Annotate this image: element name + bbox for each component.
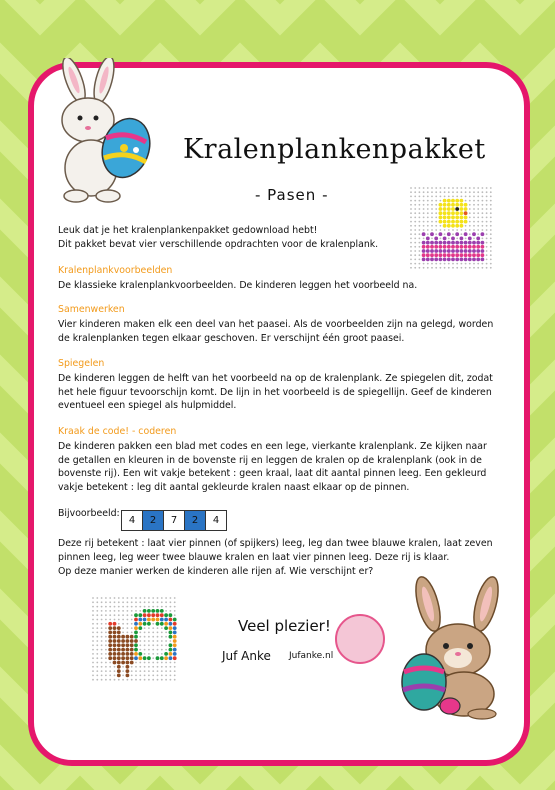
section-text: De klassieke kralenplankvoorbeelden. De kinderen leggen het voorbeeld na. bbox=[58, 280, 418, 291]
section-text: De kinderen pakken een blad met codes en een lege, vierkante kralenplank. Ze kijken naar de getallen en kleuren in de bovenste rij en leggen de kralen op de kralenplank (ook in de bovenste rij). Een wit vakje betekent : geen kraal, laat dit aantal pinnen leeg. Een gekleurd vakje betekent : leg dit aantal gekleurde kralen naast elkaar op de pinnen. bbox=[58, 441, 487, 493]
bunny-with-egg-illustration bbox=[46, 58, 158, 203]
code-cell: 2 bbox=[185, 511, 206, 530]
explanation-text: Deze rij betekent : laat vier pinnen (of spijkers) leeg, leg dan twee blauwe kralen, laat zeven pinnen leeg, leg weer twee blauwe kralen en laat vier pinnen leeg. Deze rij is klaar. bbox=[58, 538, 493, 563]
intro-line-1: Leuk dat je het kralenplankenpakket gedownload hebt! bbox=[58, 225, 318, 236]
bunny-holding-egg-illustration bbox=[398, 574, 516, 720]
code-cell: 7 bbox=[164, 511, 185, 530]
jufanke-logo bbox=[335, 614, 385, 664]
section-heading: Kraak de code! - coderen bbox=[58, 426, 177, 437]
closing-text: Op deze manier werken de kinderen alle rijen af. Wie verschijnt er? bbox=[58, 566, 374, 577]
page-title: Kralenplankenpakket bbox=[183, 134, 486, 165]
rooster-pegboard-image bbox=[91, 596, 179, 684]
section-heading: Samenwerken bbox=[58, 304, 125, 315]
section-heading: Kralenplankvoorbeelden bbox=[58, 265, 173, 276]
example-label: Bijvoorbeeld: bbox=[58, 508, 120, 519]
section-text: Vier kinderen maken elk een deel van het paasei. Als de voorbeelden zijn na gelegd, worden de kralenplanken tegen elkaar geschoven. Er verschijnt één groot paasei. bbox=[58, 319, 494, 344]
section-text: De kinderen leggen de helft van het voorbeeld na op de kralenplank. Ze spiegelen dit, zodat het hele figuur tevoorschijn komt. De lijn in het voorbeeld is de spiegellijn. Geef de kinderen eventueel een spiegel als hulpmiddel. bbox=[58, 373, 493, 412]
code-row-table bbox=[121, 510, 227, 531]
code-cell: 4 bbox=[122, 511, 143, 530]
code-cell: 2 bbox=[143, 511, 164, 530]
signature: Juf Anke bbox=[222, 649, 271, 663]
page-subtitle: - Pasen - bbox=[255, 186, 329, 204]
section-heading: Spiegelen bbox=[58, 358, 105, 369]
code-cell: 4 bbox=[212, 515, 220, 526]
closing-wish: Veel plezier! bbox=[238, 617, 331, 635]
intro-line-2: Dit pakket bevat vier verschillende opdrachten voor de kralenplank. bbox=[58, 239, 379, 250]
website: Jufanke.nl bbox=[289, 651, 334, 661]
